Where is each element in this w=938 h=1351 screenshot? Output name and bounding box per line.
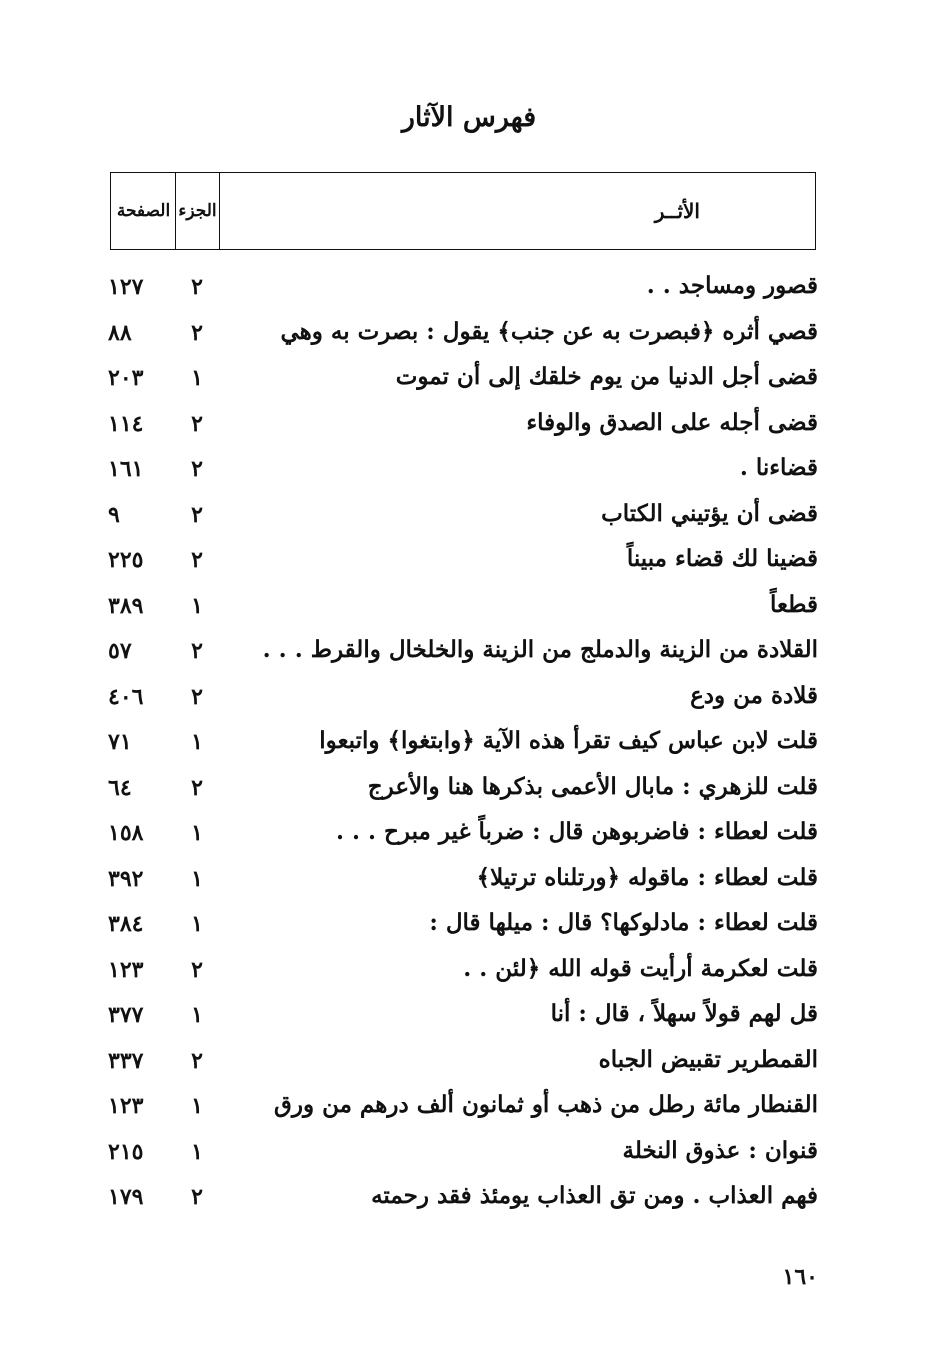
page-reference: ١٢٧ xyxy=(108,274,144,300)
athar-text: قلت لعطاء : فاضربوهن قال : ضرباً غير مبرح . . . xyxy=(335,818,818,845)
juz-number: ١ xyxy=(191,1093,203,1119)
page-reference: ١٥٨ xyxy=(108,820,144,846)
athar-text: قضى أجل الدنيا من يوم خلقك إلى أن تموت xyxy=(395,363,818,390)
athar-text: قلت للزهري : مابال الأعمى بذكرها هنا والأعرج xyxy=(367,772,818,800)
page-reference: ٢٠٣ xyxy=(108,365,144,391)
table-row xyxy=(0,678,938,724)
header-page: الصفحة xyxy=(116,201,171,221)
table-row xyxy=(0,1042,938,1088)
table-row xyxy=(0,541,938,587)
table-row xyxy=(0,723,938,769)
page-reference: ٣٩٢ xyxy=(108,865,144,892)
athar-text: القلادة من الزينة والدملج من الزينة والخلخال والقرط . . . xyxy=(262,636,818,663)
juz-number: ٢ xyxy=(191,410,203,437)
page-reference: ٣٨٩ xyxy=(108,592,144,619)
juz-number: ٢ xyxy=(191,456,203,482)
page-reference: ٣٨٤ xyxy=(108,911,144,937)
page-reference: ١١٤ xyxy=(108,410,144,437)
juz-number: ١ xyxy=(191,592,203,619)
page-reference: ٣٧٧ xyxy=(108,1002,144,1028)
page-reference: ٥٧ xyxy=(108,638,132,664)
juz-number: ١ xyxy=(191,365,203,391)
athar-text: القمطرير تقبيض الجباه xyxy=(598,1045,818,1073)
table-row xyxy=(0,450,938,496)
table-row xyxy=(0,860,938,906)
athar-text: قضاءنا . xyxy=(739,454,818,481)
page-reference: ١٢٣ xyxy=(108,1093,144,1119)
table-row xyxy=(0,405,938,451)
athar-text: فهم العذاب . ومن تق العذاب يومئذ فقد رحمته xyxy=(371,1182,818,1209)
index-table-body xyxy=(0,268,938,1224)
page-title: فهرس الآثار xyxy=(401,102,537,133)
table-row xyxy=(0,587,938,633)
juz-number: ١ xyxy=(191,865,203,892)
table-row xyxy=(0,314,938,360)
athar-text: قصور ومساجد . . xyxy=(646,272,818,299)
header-juz: الجزء xyxy=(175,173,219,249)
page-reference: ٢٢٥ xyxy=(108,547,144,573)
table-row xyxy=(0,996,938,1042)
athar-text: قضى أجله على الصدق والوفاء xyxy=(526,408,818,436)
juz-number: ٢ xyxy=(191,683,203,710)
page-number: ١٦٠ xyxy=(782,1264,818,1290)
page-reference: ٩ xyxy=(108,501,120,528)
athar-text: قنوان : عذوق النخلة xyxy=(622,1136,818,1164)
juz-number: ٢ xyxy=(191,774,203,801)
page-reference: ٦٤ xyxy=(108,774,132,801)
athar-text: القنطار مائة رطل من ذهب أو ثمانون ألف درهم من ورق xyxy=(274,1091,818,1118)
juz-number: ٢ xyxy=(191,547,203,573)
table-row xyxy=(0,268,938,314)
juz-number: ٢ xyxy=(191,319,203,346)
page-reference: ١٢٣ xyxy=(108,956,144,983)
juz-number: ١ xyxy=(191,1002,203,1028)
table-row xyxy=(0,1178,938,1224)
juz-number: ٢ xyxy=(191,274,203,300)
juz-number: ٢ xyxy=(191,638,203,664)
table-row xyxy=(0,769,938,815)
athar-text: قضينا لك قضاء مبيناً xyxy=(626,545,818,572)
page-reference: ٢١٥ xyxy=(108,1138,144,1165)
juz-number: ٢ xyxy=(191,1184,203,1210)
table-row xyxy=(0,1133,938,1179)
page-reference: ٣٣٧ xyxy=(108,1047,144,1074)
table-row xyxy=(0,632,938,678)
page-reference: ١٦١ xyxy=(108,456,144,482)
juz-number: ١ xyxy=(191,729,203,755)
page-reference: ٧١ xyxy=(108,729,132,755)
table-row xyxy=(0,359,938,405)
athar-text: قلت لعطاء : مادلوكها؟ قال : ميلها قال : xyxy=(429,909,818,936)
juz-number: ١ xyxy=(191,1138,203,1165)
athar-text: قلت لعطاء : ماقوله ﴿ورتلناه ترتيلا﴾ xyxy=(476,863,818,891)
table-row xyxy=(0,951,938,997)
page-reference: ٨٨ xyxy=(108,319,132,346)
athar-text: قطعاً xyxy=(770,590,818,618)
juz-number: ١ xyxy=(191,911,203,937)
juz-number: ٢ xyxy=(191,501,203,528)
athar-text: قصي أثره ﴿فبصرت به عن جنب﴾ يقول : بصرت به وهي xyxy=(280,317,818,345)
juz-number: ٢ xyxy=(191,1047,203,1074)
juz-number: ٢ xyxy=(191,956,203,983)
table-header xyxy=(110,172,816,250)
athar-text: قضى أن يؤتيني الكتاب xyxy=(601,499,818,527)
table-row xyxy=(0,496,938,542)
table-row xyxy=(0,814,938,860)
table-row xyxy=(0,905,938,951)
page-reference: ٤٠٦ xyxy=(108,683,144,710)
athar-text: قلت لعكرمة أرأيت قوله الله ﴿لئن . . xyxy=(463,954,818,982)
athar-text: قلادة من ودع xyxy=(690,681,818,709)
athar-text: قل لهم قولاً سهلاً ، قال : أنا xyxy=(550,1000,818,1027)
header-athar: الأثــر xyxy=(219,173,815,249)
juz-number: ١ xyxy=(191,820,203,846)
page-reference: ١٧٩ xyxy=(108,1184,144,1210)
athar-text: قلت لابن عباس كيف تقرأ هذه الآية ﴿وابتغوا﴾ واتبعوا xyxy=(319,727,818,754)
table-row xyxy=(0,1087,938,1133)
